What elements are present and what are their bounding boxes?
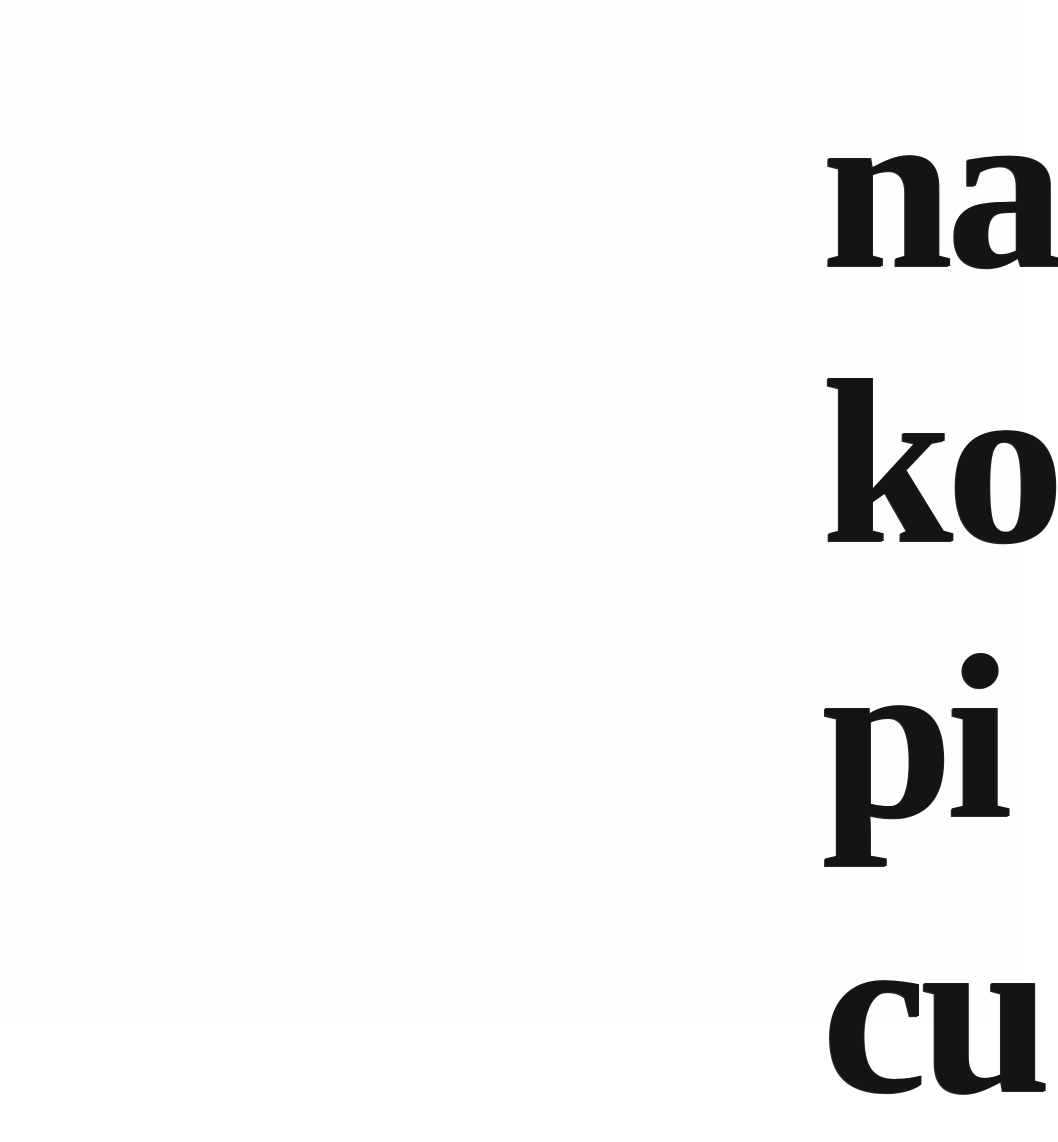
text-line-4: cu [822,882,1045,1142]
text-line-1: na [822,57,1058,317]
text-line-2: ko [822,332,1058,592]
text-column [822,0,1058,1142]
text-line-3: pi [822,607,1006,867]
